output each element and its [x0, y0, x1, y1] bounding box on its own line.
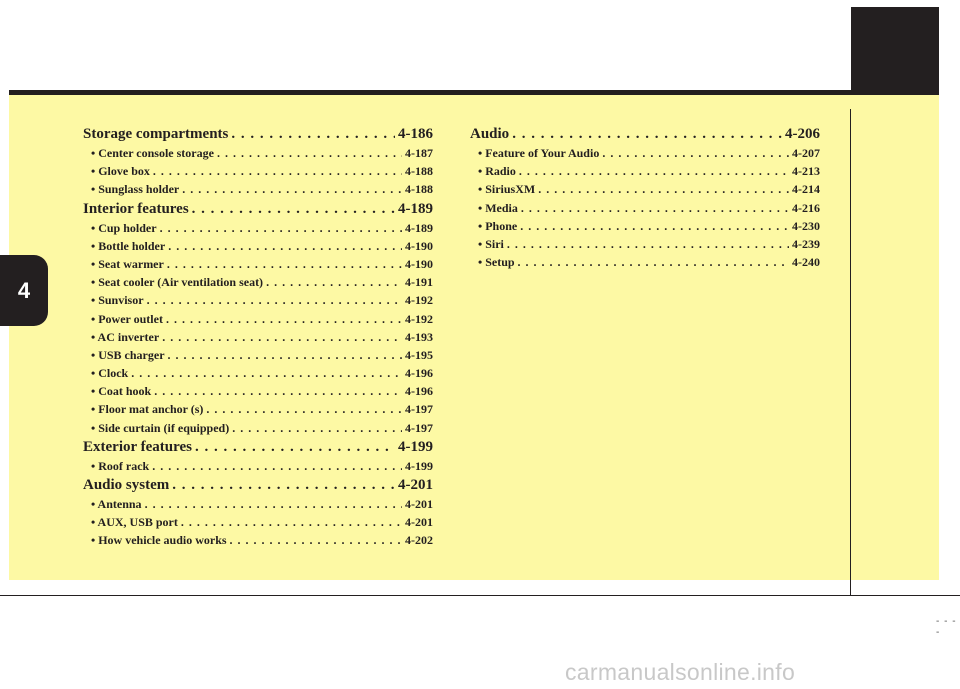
toc-subsection-entry[interactable]: [83, 219, 433, 237]
toc-entry-title: • USB charger: [91, 347, 165, 362]
toc-section-entry[interactable]: [83, 475, 433, 495]
dot-leader: [519, 162, 789, 180]
toc-entry-title: • Seat cooler (Air ventilation seat): [91, 275, 264, 290]
toc-entry-page: 4-197: [405, 402, 433, 417]
toc-entry-title: • Antenna: [91, 497, 142, 511]
toc-entry-title: • AC inverter: [91, 329, 160, 344]
toc-entry-title: • Bottle holder: [91, 238, 166, 253]
toc-entry-page: 4-193: [405, 329, 433, 344]
dot-leader: [507, 235, 789, 253]
toc-entry-page: 4-191: [405, 275, 433, 290]
dot-leader: [172, 475, 395, 495]
dot-leader: [181, 513, 402, 531]
toc-subsection-entry[interactable]: [83, 346, 433, 364]
toc-entry-page: 4-201: [398, 477, 433, 493]
toc-subsection-entry[interactable]: [470, 199, 820, 217]
toc-entry-page: 4-206: [785, 126, 820, 142]
toc-left-column: [83, 124, 433, 550]
dot-leader: [168, 237, 402, 255]
toc-subsection-entry[interactable]: [83, 400, 433, 418]
toc-entry-title: Audio system: [83, 477, 170, 493]
toc-entry-page: 4-189: [398, 200, 433, 217]
dot-leader: [521, 199, 789, 217]
toc-subsection-entry[interactable]: [83, 291, 433, 309]
toc-entry-page: 4-196: [405, 384, 433, 399]
toc-entry-page: 4-197: [405, 420, 433, 435]
toc-entry-page: 4-188: [405, 182, 433, 197]
toc-entry-title: • Roof rack: [91, 458, 150, 473]
dot-leader: [154, 382, 402, 400]
dot-leader: [520, 217, 789, 235]
toc-entry-title: • Feature of Your Audio: [478, 146, 600, 160]
toc-subsection-entry[interactable]: [83, 144, 433, 162]
toc-entry-title: • Phone: [478, 218, 518, 233]
toc-entry-page: 4-188: [405, 164, 433, 179]
toc-entry-page: 4-195: [405, 347, 433, 362]
toc-section-entry[interactable]: [83, 124, 433, 144]
dot-leader: [192, 199, 395, 219]
dot-leader: [166, 310, 402, 328]
toc-entry-page: 4-190: [405, 256, 433, 271]
page-corner-marks: - - - -: [936, 616, 957, 638]
toc-entry-title: • Setup: [478, 255, 515, 270]
chapter-tab[interactable]: [0, 255, 48, 326]
toc-entry-page: 4-240: [792, 255, 820, 270]
toc-entry-title: • Siri: [478, 236, 504, 251]
dot-leader: [153, 162, 402, 180]
bottom-rule: [0, 595, 960, 596]
toc-entry-title: • Power outlet: [91, 311, 163, 326]
dot-leader: [518, 253, 789, 271]
toc-entry-title: Audio: [470, 126, 510, 142]
toc-entry-page: 4-192: [405, 293, 433, 308]
margin-divider: [850, 109, 851, 595]
toc-subsection-entry[interactable]: [83, 255, 433, 273]
chapter-number: 4: [17, 277, 31, 303]
toc-entry-title: • How vehicle audio works: [91, 533, 227, 548]
dot-leader: [131, 364, 402, 382]
toc-entry-page: 4-213: [792, 164, 820, 179]
toc-entry-page: 4-207: [792, 146, 820, 160]
corner-block: [851, 7, 939, 109]
dot-leader: [167, 255, 402, 273]
toc-entry-title: • Glove box: [91, 164, 150, 179]
toc-entry-page: 4-216: [792, 200, 820, 215]
toc-subsection-entry[interactable]: [83, 419, 433, 437]
toc-entry-page: 4-196: [405, 366, 433, 381]
toc-entry-title: • Seat warmer: [91, 256, 164, 271]
toc-entry-title: • Cup holder: [91, 220, 157, 235]
toc-right-column: [470, 124, 820, 271]
toc-section-entry[interactable]: [470, 124, 820, 144]
dot-leader: [231, 124, 395, 144]
toc-section-entry[interactable]: [83, 437, 433, 457]
toc-entry-page: 4-192: [405, 311, 433, 326]
toc-entry-page: 4-187: [405, 146, 433, 160]
toc-subsection-entry[interactable]: [470, 235, 820, 253]
toc-entry-page: 4-199: [398, 438, 433, 455]
dot-leader: [230, 531, 402, 549]
toc-entry-title: • Sunvisor: [91, 293, 144, 308]
toc-entry-title: • Radio: [478, 164, 516, 179]
toc-subsection-entry[interactable]: [83, 180, 433, 198]
toc-entry-page: 4-199: [405, 458, 433, 473]
toc-subsection-entry[interactable]: [83, 531, 433, 549]
toc-subsection-entry[interactable]: [83, 457, 433, 475]
toc-entry-title: • Coat hook: [91, 384, 152, 399]
toc-entry-title: • Clock: [91, 366, 129, 381]
toc-subsection-entry[interactable]: [470, 253, 820, 271]
dot-leader: [168, 346, 402, 364]
toc-subsection-entry[interactable]: [470, 180, 820, 198]
dot-leader: [160, 219, 402, 237]
dot-leader: [602, 144, 789, 162]
toc-subsection-entry[interactable]: [83, 273, 433, 291]
toc-section-entry[interactable]: [83, 199, 433, 219]
toc-subsection-entry[interactable]: [83, 310, 433, 328]
toc-entry-page: 4-239: [792, 236, 820, 251]
toc-entry-page: 4-186: [398, 126, 433, 142]
toc-subsection-entry[interactable]: [83, 382, 433, 400]
toc-subsection-entry[interactable]: [83, 495, 433, 513]
dot-leader: [182, 180, 402, 198]
toc-entry-page: 4-202: [405, 533, 433, 548]
dot-leader: [152, 457, 402, 475]
dot-leader: [147, 291, 402, 309]
dot-leader: [217, 144, 402, 162]
toc-entry-title: • AUX, USB port: [91, 515, 178, 530]
toc-entry-title: • Side curtain (if equipped): [91, 420, 230, 435]
toc-entry-page: 4-214: [792, 182, 820, 197]
toc-subsection-entry[interactable]: [83, 328, 433, 346]
dot-leader: [538, 180, 789, 198]
toc-entry-page: 4-190: [405, 238, 433, 253]
toc-subsection-entry[interactable]: [470, 162, 820, 180]
toc-entry-page: 4-201: [405, 497, 433, 511]
toc-entry-title: Interior features: [83, 200, 189, 217]
toc-entry-title: • Floor mat anchor (s): [91, 402, 204, 417]
toc-entry-page: 4-201: [405, 515, 433, 530]
toc-subsection-entry[interactable]: [470, 144, 820, 162]
toc-entry-title: • Sunglass holder: [91, 182, 180, 197]
dot-leader: [232, 419, 402, 437]
toc-subsection-entry[interactable]: [83, 237, 433, 255]
toc-entry-title: • Center console storage: [91, 146, 214, 160]
toc-entry-title: Storage compartments: [83, 126, 229, 142]
dot-leader: [266, 273, 402, 291]
toc-entry-page: 4-189: [405, 220, 433, 235]
dot-leader: [162, 328, 402, 346]
dot-leader: [145, 495, 402, 513]
toc-subsection-entry[interactable]: [83, 364, 433, 382]
toc-entry-page: 4-230: [792, 218, 820, 233]
toc-entry-title: • SiriusXM: [478, 182, 536, 197]
dot-leader: [195, 437, 395, 457]
toc-entry-title: Exterior features: [83, 438, 192, 455]
toc-subsection-entry[interactable]: [83, 162, 433, 180]
toc-entry-title: • Media: [478, 200, 518, 215]
toc-subsection-entry[interactable]: [470, 217, 820, 235]
toc-subsection-entry[interactable]: [83, 513, 433, 531]
watermark: carmanualsonline.info: [565, 659, 796, 685]
dot-leader: [206, 400, 402, 418]
dot-leader: [512, 124, 782, 144]
